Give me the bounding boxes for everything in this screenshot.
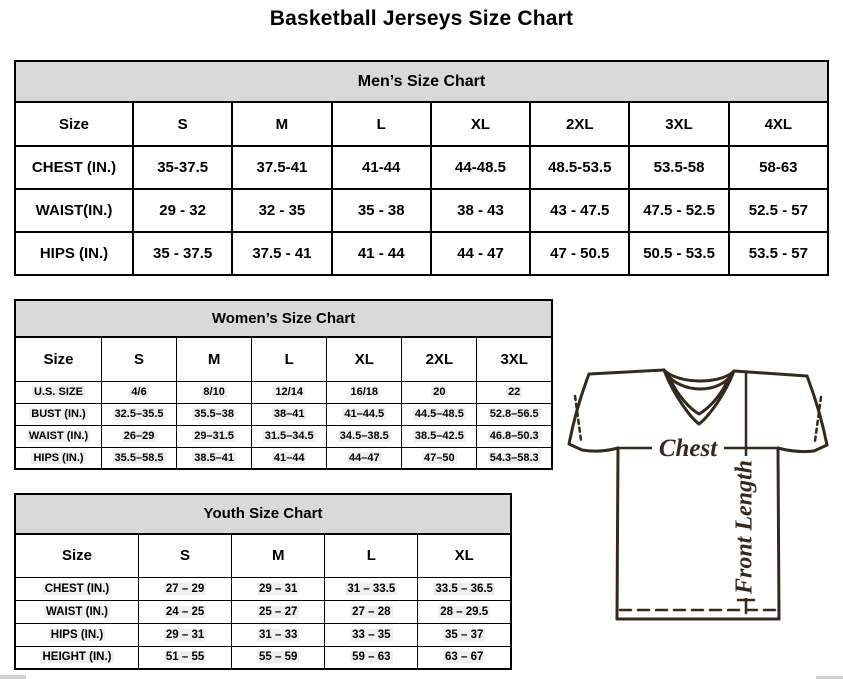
mens-size-chart-section xyxy=(14,60,829,276)
value-cell: 58-63 xyxy=(729,146,828,189)
value-cell: 38–41 xyxy=(252,403,327,425)
size-column-header: XL xyxy=(431,102,530,146)
table-row xyxy=(15,189,828,232)
value-cell: 33 – 35 xyxy=(325,623,418,646)
value-cell: 41–44 xyxy=(252,447,327,469)
row-label-cell: WAIST(IN.) xyxy=(15,189,133,232)
value-cell: 8/10 xyxy=(177,381,252,403)
value-cell: 38.5–41 xyxy=(177,447,252,469)
row-label-cell: BUST (IN.) xyxy=(15,403,102,425)
womens-size-chart-section xyxy=(14,299,553,470)
size-column-header: 4XL xyxy=(729,102,828,146)
youth-size-chart-section xyxy=(14,493,512,670)
size-column-header: S xyxy=(133,102,232,146)
value-cell: 47.5 - 52.5 xyxy=(629,189,728,232)
value-cell: 16/18 xyxy=(327,381,402,403)
mens-table-title: Men’s Size Chart xyxy=(14,60,829,103)
value-cell: 55 – 59 xyxy=(232,646,325,669)
size-column-header: XL xyxy=(327,337,402,381)
value-cell: 22 xyxy=(477,381,552,403)
value-cell: 32 - 35 xyxy=(232,189,331,232)
value-cell: 27 – 28 xyxy=(325,600,418,623)
value-cell: 31.5–34.5 xyxy=(252,425,327,447)
value-cell: 35 - 38 xyxy=(332,189,431,232)
value-cell: 38 - 43 xyxy=(431,189,530,232)
value-cell: 43 - 47.5 xyxy=(530,189,629,232)
value-cell: 31 – 33.5 xyxy=(325,577,418,600)
table-row xyxy=(15,623,511,646)
size-column-header: 2XL xyxy=(402,337,477,381)
size-column-header: M xyxy=(232,102,331,146)
row-label-cell: CHEST (IN.) xyxy=(15,577,139,600)
page-title: Basketball Jerseys Size Chart xyxy=(269,7,574,30)
value-cell: 44.5–48.5 xyxy=(402,403,477,425)
value-cell: 4/6 xyxy=(102,381,177,403)
row-label-cell: WAIST (IN.) xyxy=(15,425,102,447)
value-cell: 41 - 44 xyxy=(332,232,431,275)
size-column-header: 2XL xyxy=(530,102,629,146)
size-column-header: L xyxy=(252,337,327,381)
value-cell: 44–47 xyxy=(327,447,402,469)
value-cell: 35.5–38 xyxy=(177,403,252,425)
size-label-cell: Size xyxy=(15,102,133,146)
table-row xyxy=(15,447,552,469)
value-cell: 27 – 29 xyxy=(139,577,232,600)
size-column-header: L xyxy=(332,102,431,146)
value-cell: 37.5 - 41 xyxy=(232,232,331,275)
value-cell: 41–44.5 xyxy=(327,403,402,425)
value-cell: 31 – 33 xyxy=(232,623,325,646)
chest-label: Chest xyxy=(658,435,718,462)
value-cell: 47 - 50.5 xyxy=(530,232,629,275)
mens-size-table xyxy=(14,101,829,276)
size-label-cell: Size xyxy=(15,534,139,577)
value-cell: 38.5–42.5 xyxy=(402,425,477,447)
value-cell: 28 – 29.5 xyxy=(418,600,511,623)
size-column-header: 3XL xyxy=(477,337,552,381)
value-cell: 29 – 31 xyxy=(232,577,325,600)
size-column-header: 3XL xyxy=(629,102,728,146)
value-cell: 26–29 xyxy=(102,425,177,447)
value-cell: 29 - 32 xyxy=(133,189,232,232)
value-cell: 54.3–58.3 xyxy=(477,447,552,469)
cropped-element-fragment-left xyxy=(0,675,26,679)
value-cell: 63 – 67 xyxy=(418,646,511,669)
value-cell: 48.5-53.5 xyxy=(530,146,629,189)
jersey-measurement-diagram xyxy=(556,360,843,628)
value-cell: 51 – 55 xyxy=(139,646,232,669)
table-row xyxy=(15,403,552,425)
jersey-collar-arc-outer xyxy=(664,370,734,381)
womens-table-title: Women’s Size Chart xyxy=(14,299,553,338)
value-cell: 25 – 27 xyxy=(232,600,325,623)
value-cell: 35.5–58.5 xyxy=(102,447,177,469)
value-cell: 24 – 25 xyxy=(139,600,232,623)
table-row xyxy=(15,425,552,447)
youth-table-title: Youth Size Chart xyxy=(14,493,512,535)
value-cell: 47–50 xyxy=(402,447,477,469)
value-cell: 46.8–50.3 xyxy=(477,425,552,447)
row-label-cell: HIPS (IN.) xyxy=(15,232,133,275)
size-label-cell: Size xyxy=(15,337,102,381)
value-cell: 53.5-58 xyxy=(629,146,728,189)
value-cell: 35-37.5 xyxy=(133,146,232,189)
value-cell: 53.5 - 57 xyxy=(729,232,828,275)
table-row xyxy=(15,381,552,403)
row-label-cell: HEIGHT (IN.) xyxy=(15,646,139,669)
youth-size-table xyxy=(14,533,512,670)
size-column-header: S xyxy=(102,337,177,381)
value-cell: 52.8–56.5 xyxy=(477,403,552,425)
table-row xyxy=(15,646,511,669)
value-cell: 37.5-41 xyxy=(232,146,331,189)
size-column-header: L xyxy=(325,534,418,577)
row-label-cell: WAIST (IN.) xyxy=(15,600,139,623)
row-label-cell: HIPS (IN.) xyxy=(15,447,102,469)
row-label-cell: U.S. SIZE xyxy=(15,381,102,403)
value-cell: 33.5 – 36.5 xyxy=(418,577,511,600)
value-cell: 44 - 47 xyxy=(431,232,530,275)
size-column-header: M xyxy=(177,337,252,381)
front-length-label: Front Length xyxy=(731,459,758,595)
row-label-cell: CHEST (IN.) xyxy=(15,146,133,189)
value-cell: 29 – 31 xyxy=(139,623,232,646)
value-cell: 35 – 37 xyxy=(418,623,511,646)
size-column-header: M xyxy=(232,534,325,577)
value-cell: 35 - 37.5 xyxy=(133,232,232,275)
value-cell: 32.5–35.5 xyxy=(102,403,177,425)
value-cell: 59 – 63 xyxy=(325,646,418,669)
size-column-header: XL xyxy=(418,534,511,577)
value-cell: 41-44 xyxy=(332,146,431,189)
jersey-left-shoulder-seam xyxy=(589,370,664,374)
size-column-header: S xyxy=(139,534,232,577)
value-cell: 44-48.5 xyxy=(431,146,530,189)
table-row xyxy=(15,146,828,189)
value-cell: 50.5 - 53.5 xyxy=(629,232,728,275)
table-row xyxy=(15,577,511,600)
value-cell: 20 xyxy=(402,381,477,403)
value-cell: 52.5 - 57 xyxy=(729,189,828,232)
table-row xyxy=(15,232,828,275)
row-label-cell: HIPS (IN.) xyxy=(15,623,139,646)
value-cell: 34.5–38.5 xyxy=(327,425,402,447)
value-cell: 29–31.5 xyxy=(177,425,252,447)
value-cell: 12/14 xyxy=(252,381,327,403)
womens-size-table xyxy=(14,336,553,470)
table-row xyxy=(15,600,511,623)
